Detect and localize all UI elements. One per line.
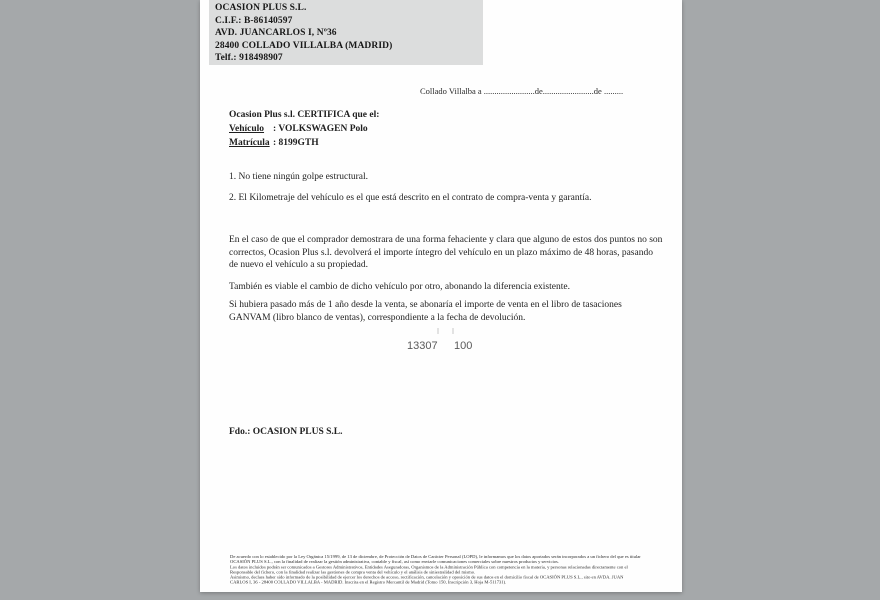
certify-heading: Ocasion Plus s.l. CERTIFICA que el: — [229, 110, 380, 120]
vehicle-line — [229, 124, 368, 134]
legal-line: Responsable del fichero, con la finalidad realizar las gestiones de compra venta del vehículo y el análisis de siniestralidad del mismo. — [230, 569, 476, 575]
signature-line: Fdo.: OCASION PLUS S.L. — [229, 427, 343, 437]
plate-line — [229, 138, 319, 148]
date-line: Collado Villalba a ........................de........................de ......... — [420, 86, 624, 96]
legal-line: OCASIÓN PLUS S.L., con la finalidad de realizar la gestión administrativa, contable y fiscal, así como enviarle comunicaciones comerciales sobre nuestros productos y servicios. — [230, 559, 559, 565]
legal-line: De acuerdo con lo establecido por la Ley Orgánica 15/1999, de 13 de diciembre, de Protección de Datos de Carácter Personal (LOPD), le informamos que los datos aportados serán incorporados a un fichero del que es titular — [230, 554, 641, 559]
company-cif: C.I.F.: B-86140597 — [215, 15, 293, 26]
form-field-tick-left — [437, 328, 439, 334]
certificate-page — [200, 0, 682, 592]
vehicle-value: : VOLKSWAGEN Polo — [273, 124, 368, 134]
company-phone: Telf.: 918498907 — [215, 53, 283, 63]
company-city: 28400 COLLADO VILLALBA (MADRID) — [215, 40, 393, 51]
condition-point-2: 2. El Kilometraje del vehículo es el que está descrito en el contrato de compra-venta y garantía. — [229, 193, 592, 203]
kilometers-field[interactable]: 13307 — [407, 340, 438, 352]
company-name: OCASION PLUS S.L. — [215, 3, 307, 13]
form-field-tick-right — [452, 328, 454, 334]
legal-notice-block — [230, 554, 641, 585]
letterhead-block — [209, 0, 483, 65]
vehicle-label: Vehículo — [229, 124, 265, 134]
plate-value: : 8199GTH — [273, 138, 319, 148]
amount-field[interactable]: 100 — [454, 340, 473, 352]
legal-line: Los datos incluidos podrán ser comunicados a Gestores Administrativos, Entidades Aseguradoras, Organismos de la Administración Pública con competencia en la materia, y personas relacionadas directamente con el — [230, 564, 628, 570]
exchange-paragraph: También es viable el cambio de dicho vehículo por otro, abonando la diferencia existente. — [229, 282, 570, 292]
refund-paragraph: En el caso de que el comprador demostrara de una forma fehaciente y clara que alguno de estos dos puntos no son correctos, Ocasion Plus s.l. devolverá el importe íntegro del vehículo en un plazo máximo de 48 horas, pasando de nuevo el vehículo a su propiedad. — [229, 235, 663, 271]
plate-label: Matrícula — [229, 138, 270, 148]
legal-line: CARLOS I, 36 - 28400 COLLADO VILLALBA - MADRID. Inscrita en el Registro Mercantil de Madrid (Tomo 150, Inscripción 3, Hoja M-511731). — [230, 579, 507, 585]
condition-point-1: 1. No tiene ningún golpe estructural. — [229, 172, 369, 182]
legal-line: Asimismo, declara haber sido informado de la posibilidad de ejercer los derechos de acceso, rectificación, cancelación y oposición de sus datos en el domicilio fiscal de OCASIÓN PLUS S.L., sito en AVDA. JUAN — [230, 574, 624, 580]
company-address: AVD. JUANCARLOS I, Nº36 — [215, 28, 337, 38]
ganvam-paragraph: Si hubiera pasado más de 1 año desde la venta, se abonaría el importe de venta en el libro de tasaciones GANVAM (libro blanco de ventas), correspondiente a la fecha de devolución. — [229, 300, 622, 323]
